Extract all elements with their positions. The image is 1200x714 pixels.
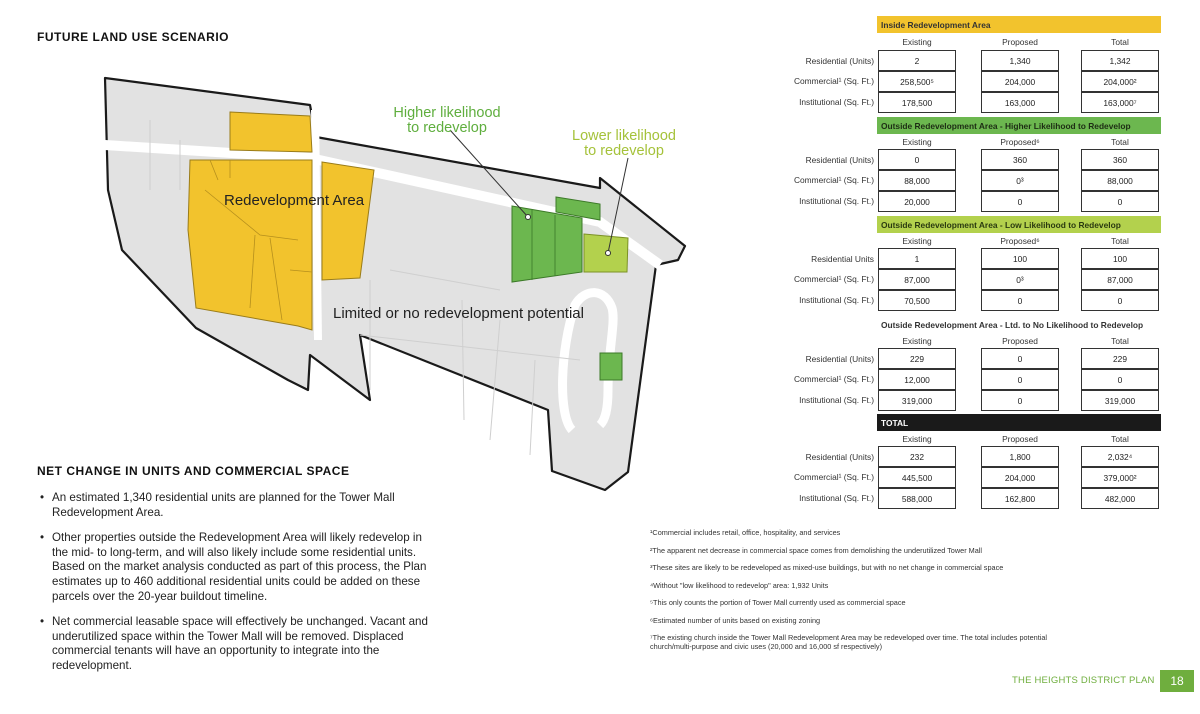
table-cell: 178,500 (878, 92, 956, 113)
table-cell: 163,000 (981, 92, 1059, 113)
table-cell: 0 (1081, 369, 1159, 390)
table-header: Inside Redevelopment Area (877, 16, 1161, 33)
table-cell: 204,000 (981, 71, 1059, 92)
table-cell: 258,500⁵ (878, 71, 956, 92)
col-header-existing: Existing (902, 137, 932, 147)
footnote: ³These sites are likely to be redeveloped as mixed-use buildings, but with no net change in commercial space (650, 563, 1004, 572)
footnote: ⁵This only counts the portion of Tower Mall currently used as commercial space (650, 598, 906, 607)
section-title-future-land-use: FUTURE LAND USE SCENARIO (37, 30, 230, 44)
table-cell: 0³ (981, 269, 1059, 290)
col-header-total: Total (1111, 236, 1129, 246)
col-header-existing: Existing (902, 236, 932, 246)
footnote: ⁷The existing church inside the Tower Mall Redevelopment Area may be redeveloped over time. The total includes potential church/multi-purpose and civic uses (20,000 and 16,000 sf respectively) (650, 633, 1048, 651)
bullet-item: • Other properties outside the Redevelopment Area will likely redevelop in the mid- to long-term, and will also likely include some residential units. Based on the market analysis conducted as part of this process, the Plan estimates up to 460 additional residential units could be added on these parcels over the 20-year buildout timeline. (40, 531, 440, 604)
table-cell: 2,032⁴ (1081, 446, 1159, 467)
bullet-item: • Net commercial leasable space will effectively be unchanged. Vacant and underutilized space within the Tower Mall will be removed. Displaced commercial tenants will have an opportunity to integrate into the redevelopment. (40, 615, 440, 673)
footnote: ¹Commercial includes retail, office, hospitality, and services (650, 528, 841, 537)
row-label: Institutional (Sq. Ft.) (799, 395, 874, 405)
table-cell: 0 (1081, 290, 1159, 311)
table-cell: 162,800 (981, 488, 1059, 509)
page-number: 18 (1160, 670, 1194, 692)
table-cell: 229 (878, 348, 956, 369)
table-cell: 0 (981, 290, 1059, 311)
row-label: Commercial¹ (Sq. Ft.) (793, 274, 874, 284)
row-label: Institutional (Sq. Ft.) (799, 196, 874, 206)
table-cell: 0 (981, 191, 1059, 212)
bullet-list (40, 491, 440, 685)
table-cell: 100 (1081, 248, 1159, 269)
table-cell: 70,500 (878, 290, 956, 311)
row-label: Institutional (Sq. Ft.) (799, 493, 874, 503)
table-header: TOTAL (877, 414, 1161, 431)
table-cell: 1,340 (981, 50, 1059, 71)
row-label: Residential (Units) (805, 354, 874, 364)
footnote: ⁴Without "low likelihood to redevelop" area: 1,932 Units (650, 580, 829, 590)
table-cell: 87,000 (878, 269, 956, 290)
table-cell: 0 (981, 369, 1059, 390)
row-label: Residential (Units) (805, 155, 874, 165)
table-cell: 0 (981, 390, 1059, 411)
table-cell: 204,000 (981, 467, 1059, 488)
table-cell: 163,000⁷ (1081, 92, 1159, 113)
table-cell: 20,000 (878, 191, 956, 212)
row-label: Commercial¹ (Sq. Ft.) (793, 76, 874, 86)
table-cell: 360 (981, 149, 1059, 170)
row-label: Institutional (Sq. Ft.) (799, 295, 874, 305)
label-lower-likelihood-1: Lower likelihood (572, 128, 676, 144)
section-title-net-change: NET CHANGE IN UNITS AND COMMERCIAL SPACE (37, 464, 350, 478)
table-cell: 0 (1081, 191, 1159, 212)
table-cell: 360 (1081, 149, 1159, 170)
table-header: Outside Redevelopment Area - Ltd. to No Likelihood to Redevelop (881, 320, 1144, 330)
table-cell: 0 (878, 149, 956, 170)
col-header-existing: Existing (902, 37, 932, 47)
label-higher-likelihood-1: Higher likelihood (393, 105, 501, 121)
table-cell: 1 (878, 248, 956, 269)
row-label: Residential Units (811, 254, 874, 264)
table-cell: 0 (981, 348, 1059, 369)
col-header-proposed: Proposed⁶ (1000, 236, 1040, 246)
footer-plan-title: THE HEIGHTS DISTRICT PLAN (1012, 675, 1155, 686)
table-cell: 319,000 (878, 390, 956, 411)
col-header-proposed: Proposed (1002, 434, 1038, 444)
row-label: Institutional (Sq. Ft.) (799, 97, 874, 107)
table-cell: 100 (981, 248, 1059, 269)
table-cell: 588,000 (878, 488, 956, 509)
row-label: Commercial¹ (Sq. Ft.) (793, 175, 874, 185)
table-header: Outside Redevelopment Area - Higher Likelihood to Redevelop (877, 117, 1161, 134)
table-cell: 232 (878, 446, 956, 467)
col-header-existing: Existing (902, 336, 932, 346)
table-cell: 319,000 (1081, 390, 1159, 411)
table-cell: 1,800 (981, 446, 1059, 467)
redevelopment-parcel-top (230, 112, 312, 152)
table-cell: 229 (1081, 348, 1159, 369)
higher-likelihood-parcel-main (512, 206, 582, 282)
table-header: Outside Redevelopment Area - Low Likelihood to Redevelop (877, 216, 1161, 233)
col-header-proposed: Proposed (1002, 37, 1038, 47)
table-cell: 379,000² (1081, 467, 1159, 488)
row-label: Commercial¹ (Sq. Ft.) (793, 374, 874, 384)
leader-higher-dot (526, 215, 531, 220)
col-header-proposed: Proposed⁶ (1000, 137, 1040, 147)
footnotes (650, 529, 1090, 660)
table-cell: 445,500 (878, 467, 956, 488)
road-west (315, 110, 318, 340)
label-limited-potential: Limited or no redevelopment potential (333, 305, 584, 322)
table-cell: 204,000² (1081, 71, 1159, 92)
col-header-existing: Existing (902, 434, 932, 444)
col-header-total: Total (1111, 37, 1129, 47)
label-lower-likelihood-2: to redevelop (584, 143, 664, 159)
row-label: Commercial¹ (Sq. Ft.) (793, 472, 874, 482)
table-cell: 1,342 (1081, 50, 1159, 71)
label-redevelopment-area: Redevelopment Area (224, 192, 365, 209)
table-cell: 87,000 (1081, 269, 1159, 290)
footnote: ²The apparent net decrease in commercial space comes from demolishing the underutilized Tower Mall (650, 545, 983, 555)
footnote: ⁶Estimated number of units based on existing zoning (650, 615, 821, 625)
table-cell: 482,000 (1081, 488, 1159, 509)
land-use-map (60, 60, 690, 500)
col-header-total: Total (1111, 336, 1129, 346)
table-cell: 88,000 (1081, 170, 1159, 191)
col-header-total: Total (1111, 137, 1129, 147)
table-cell: 0³ (981, 170, 1059, 191)
col-header-total: Total (1111, 434, 1129, 444)
label-higher-likelihood-2: to redevelop (407, 120, 487, 136)
col-header-proposed: Proposed (1002, 336, 1038, 346)
table-cell: 88,000 (878, 170, 956, 191)
table-cell: 12,000 (878, 369, 956, 390)
table-cell: 2 (878, 50, 956, 71)
bullet-item: • An estimated 1,340 residential units are planned for the Tower Mall Redevelopment Area. (40, 491, 440, 520)
row-label: Residential (Units) (805, 56, 874, 66)
row-label: Residential (Units) (805, 452, 874, 462)
